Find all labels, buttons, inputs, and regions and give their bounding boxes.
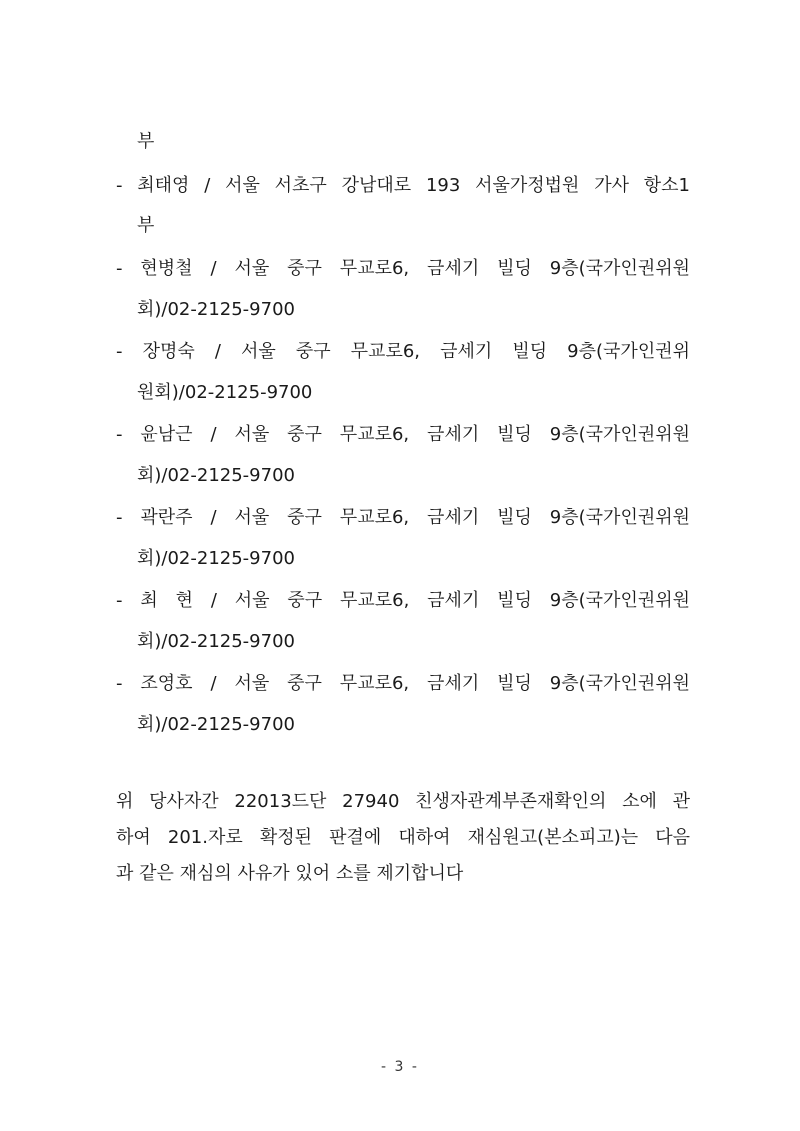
party-entry-2-continuation: 회)/02-2125-9700 — [137, 299, 295, 320]
party-entry-5: - 곽란주 / 서울 중구 무교로6, 금세기 빌딩 9층(국가인권위원 — [116, 507, 690, 528]
party-entry-4: - 윤남근 / 서울 중구 무교로6, 금세기 빌딩 9층(국가인권위원 — [116, 424, 690, 445]
party-entry-6-continuation: 회)/02-2125-9700 — [137, 631, 295, 652]
top-continuation: 부 — [137, 131, 155, 152]
party-entry-3: - 장명숙 / 서울 중구 무교로6, 금세기 빌딩 9층(국가인권위 — [116, 341, 690, 362]
party-entry-3-continuation: 원회)/02-2125-9700 — [137, 382, 313, 403]
party-entry-2: - 현병철 / 서울 중구 무교로6, 금세기 빌딩 9층(국가인권위원 — [116, 258, 690, 279]
paragraph-line-1: 위 당사자간 22013드단 27940 친생자관계부존재확인의 소에 관 — [116, 791, 690, 812]
page-number: - 3 - — [381, 1059, 419, 1075]
party-entry-5-continuation: 회)/02-2125-9700 — [137, 548, 295, 569]
party-entry-6: - 최 현 / 서울 중구 무교로6, 금세기 빌딩 9층(국가인권위원 — [116, 590, 690, 611]
party-entry-7-continuation: 회)/02-2125-9700 — [137, 714, 295, 735]
paragraph-line-3: 과 같은 재심의 사유가 있어 소를 제기합니다 — [116, 863, 464, 884]
party-entry-1-continuation: 부 — [137, 215, 155, 236]
paragraph-line-2: 하여 201.자로 확정된 판결에 대하여 재심원고(본소피고)는 다음 — [116, 827, 690, 848]
party-entry-7: - 조영호 / 서울 중구 무교로6, 금세기 빌딩 9층(국가인권위원 — [116, 673, 690, 694]
party-entry-4-continuation: 회)/02-2125-9700 — [137, 465, 295, 486]
party-entry-1: - 최태영 / 서울 서초구 강남대로 193 서울가정법원 가사 항소1 — [116, 175, 690, 196]
